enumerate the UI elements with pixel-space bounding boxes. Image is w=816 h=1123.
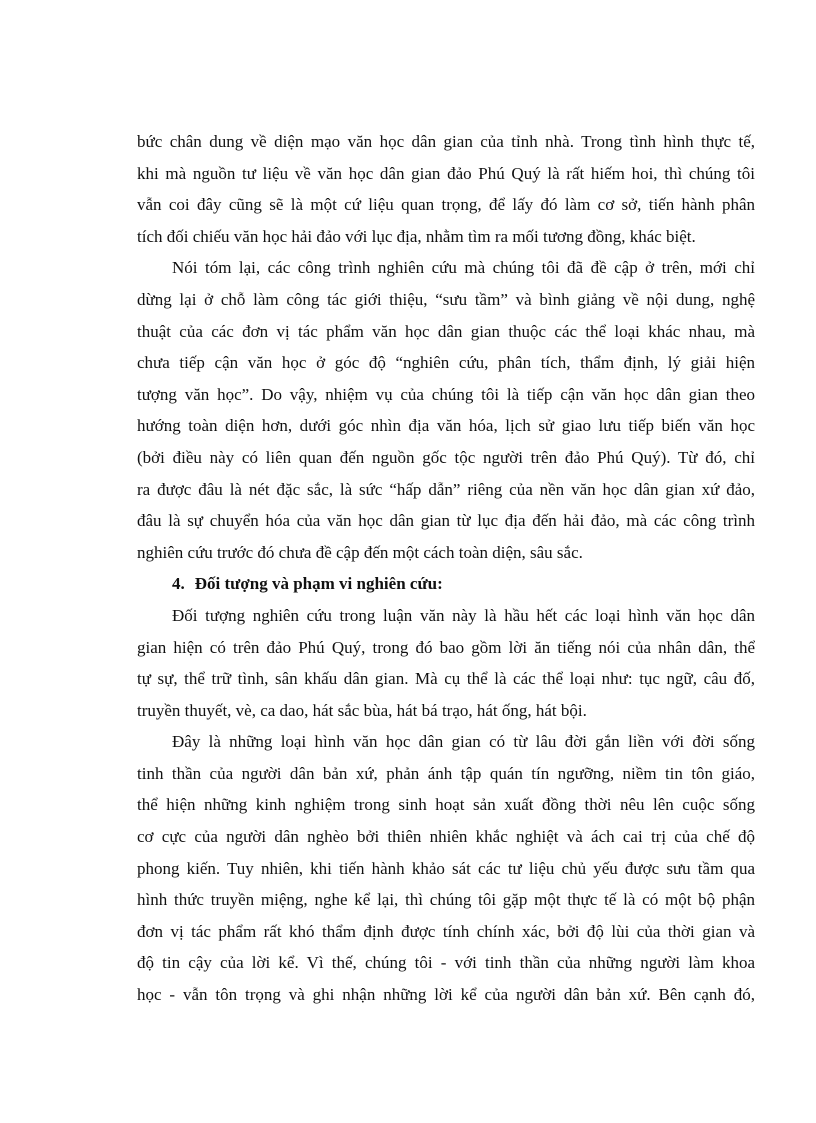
text-line: học - vẫn tôn trọng và ghi nhận những lời kể của người dân bản xứ. Bên cạnh đó, [137, 985, 755, 1005]
text-line: Đây là những loại hình văn học dân gian có từ lâu đời gắn liền với đời sống [172, 732, 755, 752]
paragraph [137, 600, 755, 726]
text-line: hình thức truyền miệng, nghe kể lại, thì chúng tôi gặp một thực tế là có một bộ phận [137, 890, 755, 910]
section-heading [137, 568, 755, 600]
paragraph [137, 726, 755, 1010]
text-line: tượng văn học”. Do vậy, nhiệm vụ của chúng tôi là tiếp cận văn học dân gian theo [137, 384, 755, 404]
text-line: dừng lại ở chỗ làm công tác giới thiệu, “sưu tầm” và bình giảng về nội dung, nghệ [137, 289, 755, 309]
text-line: độ tin cậy của lời kể. Vì thế, chúng tôi - với tinh thần của những người làm khoa [137, 953, 755, 973]
text-line: Nói tóm lại, các công trình nghiên cứu mà chúng tôi đã đề cập ở trên, mới chỉ [172, 258, 755, 278]
text-line: ra được đâu là nét đặc sắc, là sức “hấp dẫn” riêng của nền văn học dân gian xứ đảo, [137, 479, 755, 499]
section-title: Đối tượng và phạm vi nghiên cứu: [194, 574, 443, 594]
text-line: đâu là sự chuyển hóa của văn học dân gian từ lục địa đến hải đảo, mà các công trình [137, 511, 755, 531]
text-line: gian hiện có trên đảo Phú Quý, trong đó bao gồm lời ăn tiếng nói của nhân dân, thể [137, 637, 755, 657]
paragraph [137, 252, 755, 568]
text-line: Đối tượng nghiên cứu trong luận văn này là hầu hết các loại hình văn học dân [172, 605, 755, 625]
section-number: 4. [172, 574, 185, 594]
text-line: phong kiến. Tuy nhiên, khi tiến hành khảo sát các tư liệu chủ yếu được sưu tầm qua [137, 858, 755, 878]
text-line: đơn vị tác phẩm rất khó thẩm định được tính chính xác, bởi độ lùi của thời gian và [137, 921, 755, 941]
text-line: tự sự, thể trữ tình, sân khấu dân gian. Mà cụ thể là các thể loại như: tục ngữ, câu đố, [137, 669, 755, 689]
text-line: thể hiện những kinh nghiệm trong sinh hoạt sản xuất đồng thời nêu lên cuộc sống [137, 795, 755, 815]
text-line: tinh thần của người dân bản xứ, phản ánh tập quán tín ngưỡng, niềm tin tôn giáo, [137, 763, 755, 783]
text-line: hướng toàn diện hơn, dưới góc nhìn địa văn hóa, lịch sử giao lưu tiếp biến văn học [137, 416, 755, 436]
paragraph [137, 126, 755, 252]
document-body [137, 126, 755, 1011]
text-line: thuật của các đơn vị tác phẩm văn học dân gian thuộc các thể loại khác nhau, mà [137, 321, 755, 341]
text-line: cơ cực của người dân nghèo bởi thiên nhiên khắc nghiệt và ách cai trị của chế độ [137, 827, 755, 847]
text-line: (bởi điều này có liên quan đến nguồn gốc tộc người trên đảo Phú Quý). Từ đó, chỉ [137, 447, 755, 467]
text-line: vẫn coi đây cũng sẽ là một cứ liệu quan trọng, để lấy đó làm cơ sở, tiến hành phân [137, 195, 755, 215]
text-line: tích đối chiếu văn học hải đảo với lục địa, nhằm tìm ra mối tương đồng, khác biệt. [137, 226, 696, 246]
text-line: bức chân dung về diện mạo văn học dân gian của tỉnh nhà. Trong tình hình thực tế, [137, 132, 755, 151]
text-line: khi mà nguồn tư liệu về văn học dân gian đảo Phú Quý là rất hiếm hoi, thì chúng tôi [137, 163, 755, 183]
text-line: truyền thuyết, vè, ca dao, hát sắc bùa, hát bá trạo, hát ống, hát bội. [137, 700, 587, 720]
text-line: nghiên cứu trước đó chưa đề cập đến một cách toàn diện, sâu sắc. [137, 542, 583, 562]
text-line: chưa tiếp cận văn học ở góc độ “nghiên cứu, phân tích, thẩm định, lý giải hiện [137, 353, 755, 373]
